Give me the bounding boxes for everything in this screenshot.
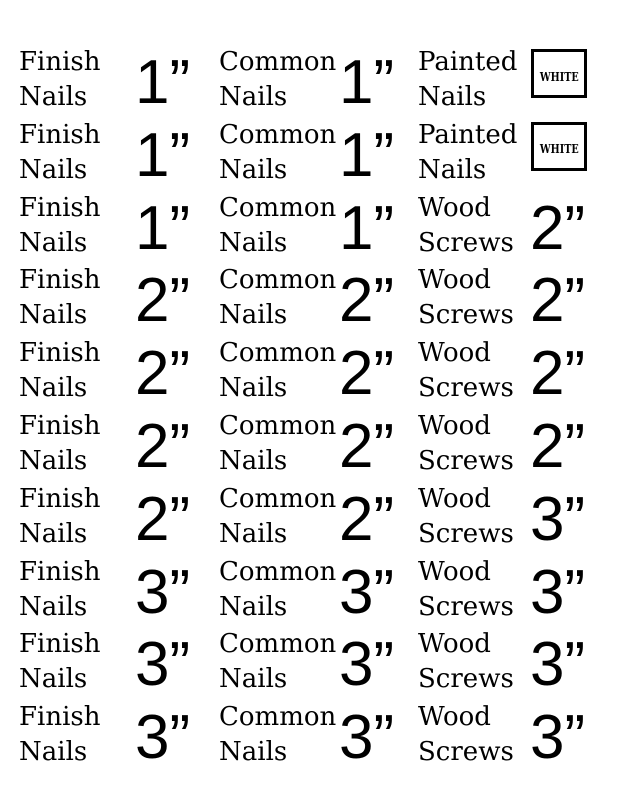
label-line-1: Finish [19,265,101,296]
label-name [219,482,336,552]
label-line-2: Nails [219,82,288,112]
label-line-2: Screws [418,300,514,331]
size-label: 2” [530,193,586,263]
label-line-1: Common [219,483,337,514]
size-label: 2” [339,484,395,554]
label-line-1: Painted [418,119,518,150]
label-line-2: Nails [418,82,487,112]
label-line-1: Wood [418,629,491,660]
label-name [219,627,336,697]
size-label: 3” [339,703,395,773]
label-name [219,191,336,261]
label-line-2: Screws [418,373,514,404]
label-line-2: Nails [19,154,88,185]
label-line-2: Nails [19,227,88,258]
size-label: 2” [530,339,586,409]
label-line-1: Common [219,556,337,587]
label-name [219,45,336,115]
label-line-2: Nails [19,737,88,768]
label-line-1: Wood [418,702,491,733]
label-line-1: Common [219,47,337,77]
label-line-2: Screws [418,737,514,768]
size-label: 3” [135,557,191,627]
label-line-1: Finish [19,192,101,223]
label-name [19,627,101,697]
label-line-1: Finish [19,47,101,77]
label-line-1: Finish [19,411,101,441]
size-label: 1” [339,120,395,190]
label-name [19,409,101,479]
label-name [219,336,336,406]
label-line-2: Nails [219,518,288,549]
label-name [19,263,101,333]
label-line-2: Nails [219,446,288,476]
label-line-1: Wood [418,556,491,587]
size-label: 1” [339,193,395,263]
label-line-2: Nails [19,373,88,404]
label-name [418,700,514,770]
size-label: 2” [339,412,395,481]
label-name [418,45,517,115]
label-line-2: Nails [19,446,88,476]
label-name [19,700,101,770]
label-name [219,263,336,333]
size-label: 3” [530,630,586,700]
label-line-2: Nails [219,664,288,695]
label-name [418,263,514,333]
label-name [418,336,514,406]
color-label: WHITE [539,69,579,84]
color-label: WHITE [539,142,579,157]
label-line-2: Screws [418,518,514,549]
label-line-2: Nails [219,737,288,768]
label-line-2: Nails [219,591,288,622]
label-name [19,191,101,261]
label-line-1: Finish [19,629,101,660]
color-swatch-box [531,122,587,171]
size-label: 3” [339,557,395,627]
label-name [19,482,101,552]
label-name [219,555,336,625]
label-name [418,118,517,188]
label-line-1: Common [219,265,337,296]
size-label: 2” [135,412,191,481]
label-line-2: Nails [219,300,288,331]
size-label: 2” [135,266,191,336]
label-name [219,700,336,770]
size-label: 2” [530,412,586,481]
label-name [19,45,101,115]
label-line-2: Nails [219,154,288,185]
label-name [418,627,514,697]
label-name [418,555,514,625]
size-label: 3” [530,703,586,773]
label-name [219,409,336,479]
label-line-1: Wood [418,411,491,441]
label-line-2: Nails [19,518,88,549]
label-line-2: Nails [219,227,288,258]
label-line-1: Wood [418,338,491,369]
label-line-2: Nails [418,154,487,185]
size-label: 1” [135,48,191,117]
label-line-1: Common [219,338,337,369]
label-line-1: Common [219,702,337,733]
size-label: 3” [530,484,586,554]
label-line-1: Common [219,629,337,660]
size-label: 2” [135,339,191,409]
label-name [19,336,101,406]
label-line-2: Screws [418,664,514,695]
label-line-1: Common [219,192,337,223]
label-line-2: Nails [19,300,88,331]
label-line-1: Finish [19,483,101,514]
label-name [418,482,514,552]
label-name [418,191,514,261]
label-line-1: Wood [418,265,491,296]
label-line-1: Finish [19,338,101,369]
label-line-2: Nails [19,591,88,622]
label-line-2: Nails [219,373,288,404]
size-label: 2” [135,484,191,554]
size-label: 2” [339,266,395,336]
label-line-1: Wood [418,483,491,514]
label-name [219,118,336,188]
label-line-1: Finish [19,556,101,587]
size-label: 3” [530,557,586,627]
size-label: 1” [135,193,191,263]
label-line-1: Finish [19,702,101,733]
color-swatch-box [531,49,587,98]
size-label: 3” [135,703,191,773]
label-line-1: Common [219,411,337,441]
size-label: 2” [339,339,395,409]
label-line-1: Finish [19,119,101,150]
size-label: 1” [339,48,395,117]
label-name [19,555,101,625]
label-name [19,118,101,188]
label-line-2: Screws [418,591,514,622]
size-label: 3” [135,630,191,700]
label-line-1: Common [219,119,337,150]
label-line-1: Painted [418,47,518,77]
label-line-1: Wood [418,192,491,223]
label-name [418,409,514,479]
size-label: 2” [530,266,586,336]
size-label: 1” [135,120,191,190]
label-line-2: Nails [19,664,88,695]
label-line-2: Screws [418,446,514,476]
label-line-2: Nails [19,82,88,112]
label-line-2: Screws [418,227,514,258]
size-label: 3” [339,630,395,700]
